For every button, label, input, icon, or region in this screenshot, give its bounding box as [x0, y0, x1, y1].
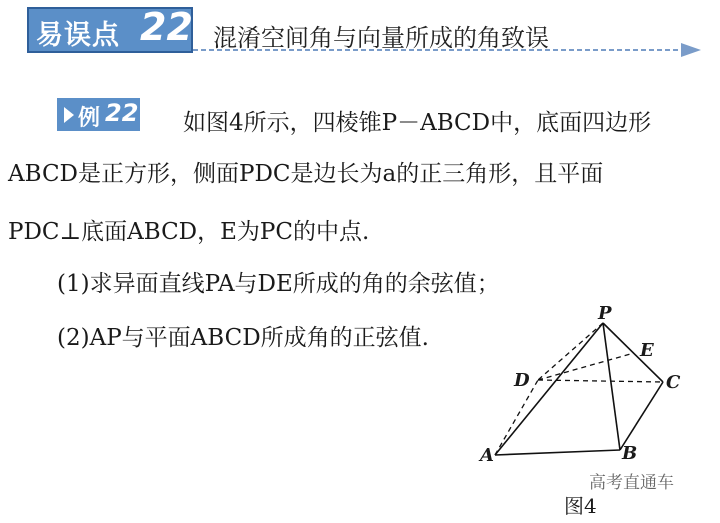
problem-line-2: ABCD是正方形，侧面PDC是边长为a的正三角形，且平面	[8, 161, 604, 187]
point-B-label: B	[622, 443, 638, 464]
figure-caption: 图4	[564, 494, 597, 518]
edge-DE	[538, 353, 634, 380]
problem-line-1: 如图4所示，四棱锥P－ABCD中，底面四边形	[183, 110, 652, 136]
question-2: (2)AP与平面ABCD所成角的正弦值.	[57, 325, 429, 351]
header-title: 混淆空间角与向量所成的角致误	[213, 24, 549, 52]
triangle-icon	[64, 107, 74, 123]
edge-DC	[538, 380, 663, 382]
header-label: 易误点	[36, 20, 120, 51]
question-1: (1)求异面直线PA与DE所成的角的余弦值；	[57, 271, 500, 297]
edge-BC	[620, 382, 663, 450]
header-arrow-icon	[193, 42, 703, 62]
point-D-label: D	[514, 370, 530, 391]
example-label: 例	[78, 106, 101, 131]
edge-PD	[538, 323, 603, 380]
watermark-text: 高考直通车	[589, 473, 674, 493]
edge-PA	[495, 323, 603, 455]
point-P-label: P	[598, 303, 612, 324]
point-C-label: C	[666, 372, 681, 393]
point-E-label: E	[640, 340, 654, 361]
problem-line-3: PDC⊥底面ABCD，E为PC的中点.	[8, 219, 370, 245]
edge-AB	[495, 450, 620, 455]
point-A-label: A	[480, 445, 494, 466]
edge-PB	[603, 323, 620, 450]
edge-AD	[495, 380, 538, 455]
header-number: 22	[140, 5, 193, 49]
edge-PC	[603, 323, 663, 382]
example-number: 22	[105, 99, 139, 127]
